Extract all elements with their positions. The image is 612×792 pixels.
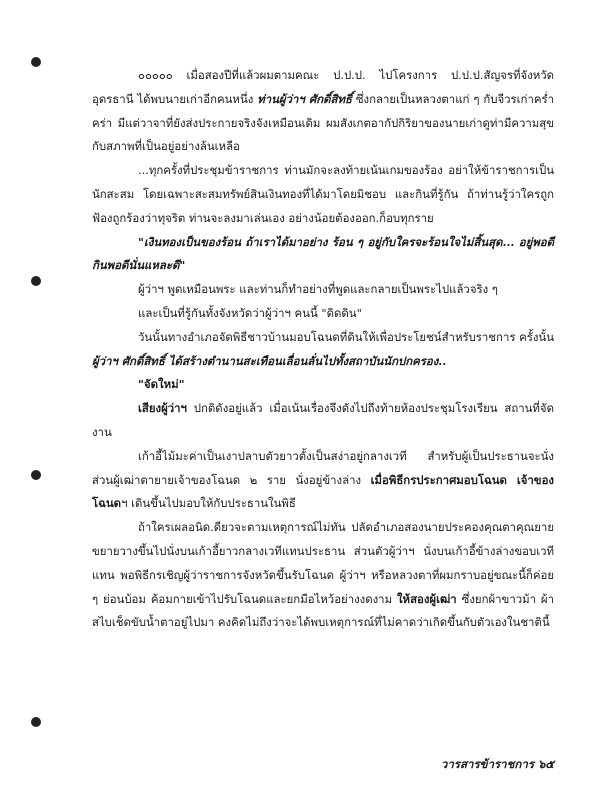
paragraph: ผู้ว่าฯ พูดเหมือนพระ และท่านก็ทำอย่างที่พูดและกลายเป็นพระไปแล้วจริง ๆ (138, 282, 498, 297)
paragraph: ๐๐๐๐๐ เมื่อสองปีที่แล้วผมตามคณะ ป.ป.ป. ไปโครงการ ป.ป.ป.สัญจรที่จังหวัดอุดรธานี ได้พบนายเก่าอีกคนหนึ่ง ท่านผู้ว่าฯ ศักดิ์สิทธิ์ ซึ่งกลายเป็นหลวงตาแก่ ๆ กับจีวรเก่าคร่ำคร่า มีแต่วาจาที่ยังส่งประกายจริงจังเหมือนเดิม ผมสังเกตอากัปกิริยาของนายเก่าดูท่ามีความสุข กับสภาพที่เป็นอยู่อย่างล้นเหลือ (92, 68, 554, 154)
quote: "เงินทองเป็นของร้อน ถ้าเราได้มาอย่าง ร้อน ๆ อยู่กับใครจะร้อนใจไม่สิ้นสุด... อยู่พอดีกินพอดีนั่นแหละดี" (92, 234, 554, 273)
binder-hole (31, 717, 41, 727)
binder-hole (31, 470, 41, 480)
paragraph: เก้าอี้ไม้มะค่าเป็นเงาปลาบตัวยาวตั้งเป็นสง่าอยู่กลางเวที สำหรับผู้เป็นประธานจะนั่ง ส่วนผู้เฒ่าตายายเจ้าของโฉนด ๒ ราย นั่งอยู่ข้างล่าง เมื่อพิธีกรประกาศมอบโฉนด เจ้าของโฉนดฯ เดินขึ้นไปมอบให้กับประธานในพิธี (92, 448, 554, 511)
binder-hole (31, 57, 41, 67)
exclamation: "จัดใหม่" (138, 377, 185, 392)
paragraph: เสียงผู้ว่าฯ ปกติดังอยู่แล้ว เมื่อเน้นเรื่องจึงดังไปถึงท้ายห้องประชุมโรงเรียน สถานที่จัดงาน (92, 401, 554, 439)
paragraph: ...ทุกครั้งที่ประชุมข้าราชการ ท่านมักจะลงท้ายเน้นเกมของร้อง อย่าให้ข้าราชการเป็นนักสะสม โดยเฉพาะสะสมทรัพย์สินเงินทองที่ได้มาโดยมิชอบ และกินที่รู้กัน ถ้าท่านรู้ว่าใครถูกฟ้องถูกร้องว่าทุจริต ท่านจะลงมาเล่นเอง อย่างน้อยต้องออก.ก็อบทุกราย (92, 163, 554, 225)
paragraph: ถ้าใครเผลอนิด.ดียวจะตามเหตุการณ์ไม่ทัน ปลัดอำเภอสองนายประคองคุณตาคุณยาย ขยายวางขึ้นไปนั่งบนเก้าอี้ยาวกลางเวทีแทนประธาน ส่วนตัวผู้ว่าฯ นั่งบนเก้าอี้ข้างล่างขอบเวทีแทน พอพิธีกรเชิญผู้ว่าราชการจังหวัดขึ้นรับโฉนด ผู้ว่าฯ หรือหลวงตาที่ผมกราบอยู่ขณะนี้ก็ค่อย ๆ ย่อนบ้อม ค้อมกายเข้าไปรับโฉนดและยกมือไหว้อย่างงดงาม ให้สองผู้เฒ่า ซึ่งยกผ้าขาวม้า ผ้าสไบเช็ดขับน้ำตาอยู่ไปมา คงคิดไม่ถึงว่าจะได้พบเหตุการณ์ที่ไม่คาดว่าเกิดขึ้นกับตัวเองในชาตินี้ (92, 520, 554, 630)
page-footer: วารสารข้าราชการ ๖๕ (440, 757, 554, 771)
binder-hole (31, 276, 41, 286)
paragraph: และเป็นที่รู้กันทั้งจังหวัดว่าผู้ว่าฯ คนนี้ "ดิดดิน" (138, 305, 362, 320)
paragraph: วันนั้นทางอำเภอจัดพิธีชาวบ้านมอบโฉนดที่ดินให้เพื่อประโยชน์สำหรับราชการ ครั้งนั้น ผู้ว่าฯ ศักดิ์สิทธิ์ ได้สร้างตำนานสะเทือนเลื่อนลั่นไปทั้งสถาบันนักปกครอง.. (92, 329, 554, 368)
article-body (92, 64, 554, 635)
